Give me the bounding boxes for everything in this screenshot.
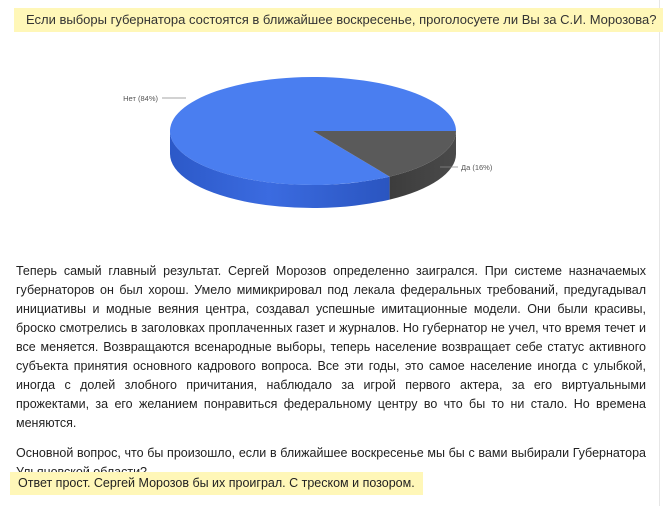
pie-chart-svg	[0, 40, 663, 240]
poll-question: Если выборы губернатора состоятся в ближайшее воскресенье, проголосуете ли Вы за С.И. Морозова?	[14, 8, 663, 32]
article-body	[16, 262, 646, 493]
answer-highlight: Ответ прост. Сергей Морозов бы их проиграл. С треском и позором.	[10, 472, 423, 495]
pie-chart	[0, 40, 663, 240]
article-paragraph: Основной вопрос, что бы произошло, если в ближайшее воскресенье мы бы с вами выбирали Губернатора	[16, 446, 646, 460]
pie-label-no: Нет (84%)	[123, 94, 158, 103]
pie-label-yes: Да (16%)	[461, 163, 493, 172]
article-paragraph: Теперь самый главный результат. Сергей Морозов определенно заигрался. При системе назначаемых губернаторов он был хорош. Умело мимикрировал под лекала федеральных требований, предугадывал инициативы и модные веяния центра, создавал успешные имитационные модели. Они были красивы, броско смотрелись в заголовках проплаченных газет и журналов. Но губернатор не учел, что время течет и все меняется. Возвращаются всенародные выборы, теперь население возвращает себе статус активного субъекта принятия основного кадрового вопроса. Все эти годы, это самое население иногда с улыбкой, иногда с долей злобного причитания, наблюдало за игрой первого актера, за его виртуальными прожектами, за его желанием понравиться федеральному центру во что бы то ни стало. Но времена меняются.	[16, 264, 646, 430]
